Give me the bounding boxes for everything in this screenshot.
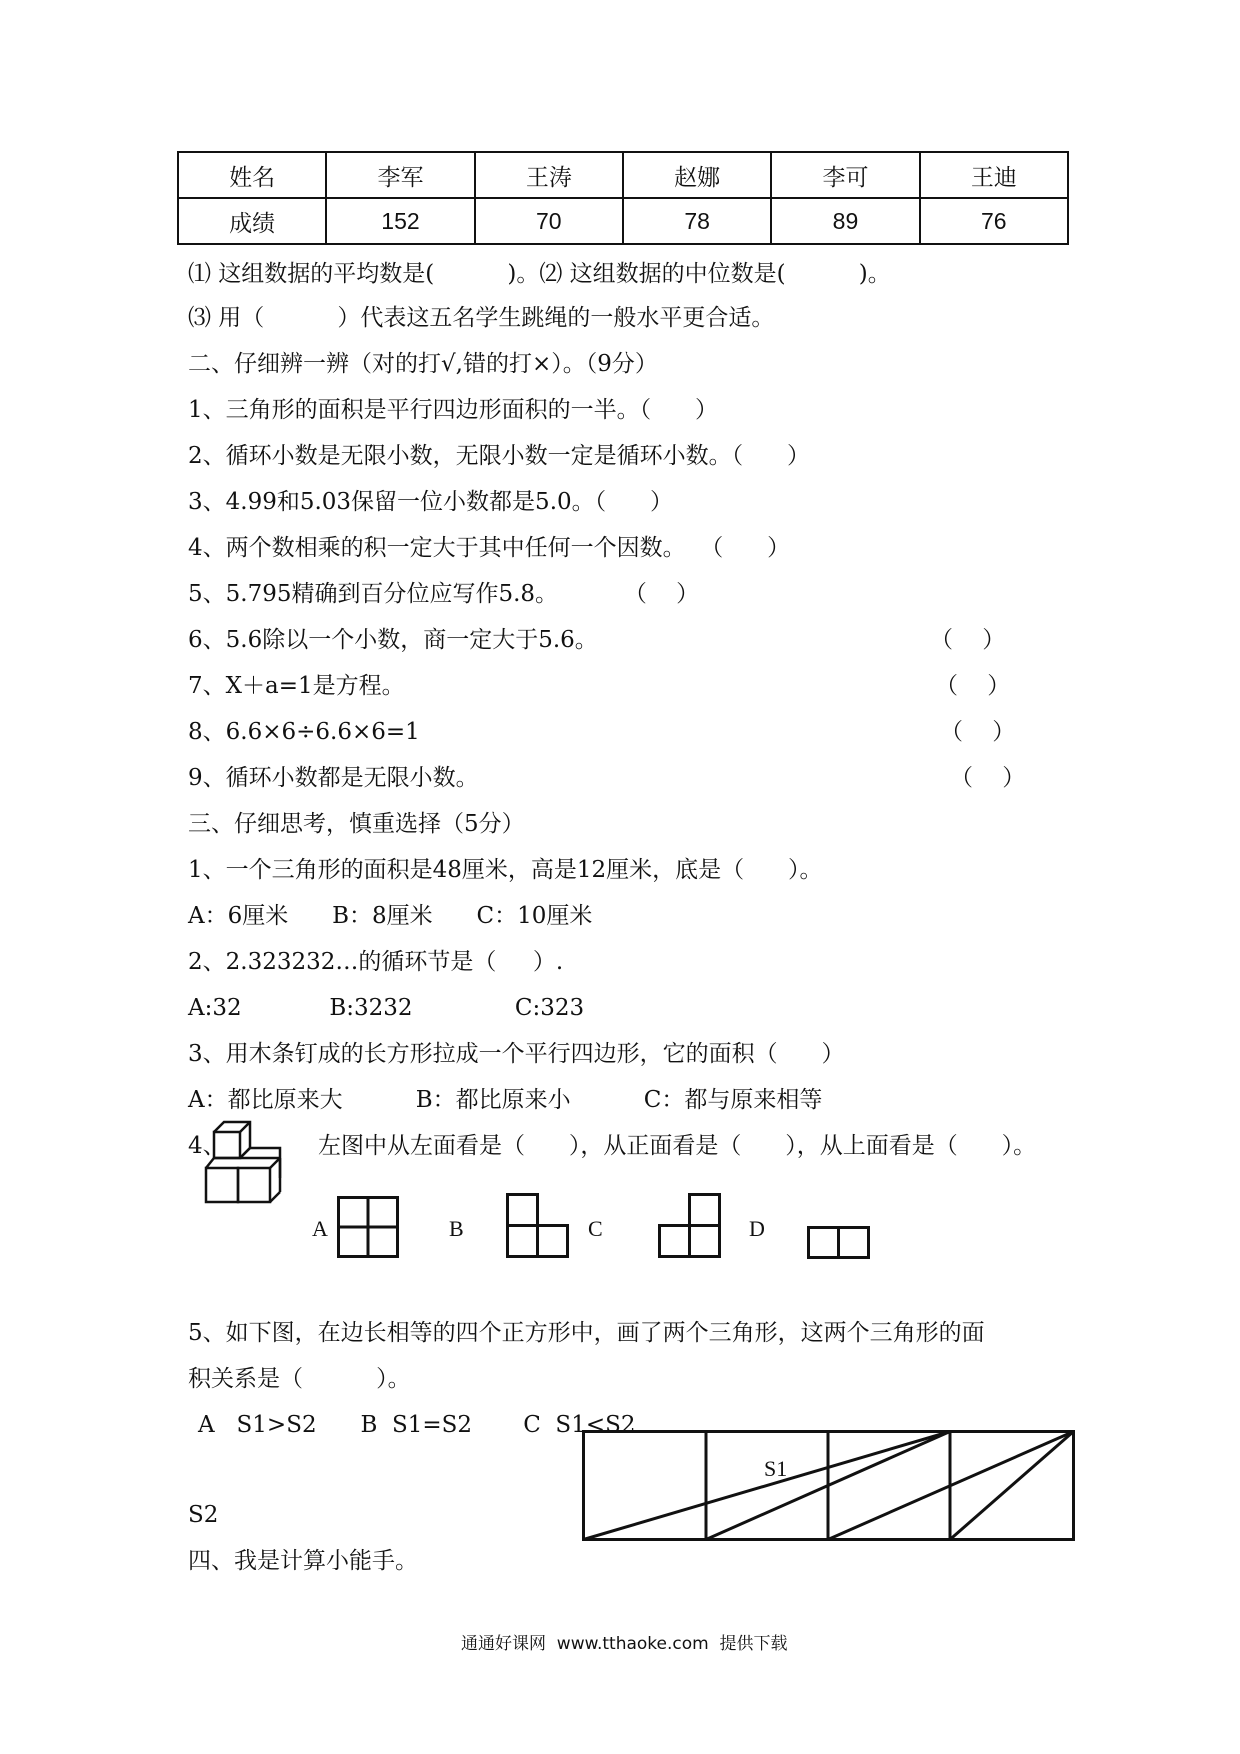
option-label: B <box>449 1216 464 1241</box>
option-label: C <box>588 1216 603 1241</box>
table-row <box>178 152 1068 198</box>
judge-item: 2、循环小数是无限小数，无限小数一定是循环小数。（ ） <box>188 443 810 469</box>
table-cell: 89 <box>771 198 919 244</box>
judge-item: 5、5.795精确到百分位应写作5.8。 （ ） <box>188 581 700 607</box>
section3-title: 三、仔细思考，慎重选择（5分） <box>188 811 525 837</box>
judge-item: 6、5.6除以一个小数，商一定大于5.6。 <box>188 627 598 653</box>
choice-question: 5、如下图，在边长相等的四个正方形中，画了两个三角形，这两个三角形的面 <box>188 1320 985 1346</box>
judge-item: 7、X＋a=1是方程。 <box>188 673 405 699</box>
table-cell: 李可 <box>771 152 919 198</box>
cube-stack-figure <box>200 1118 300 1208</box>
judge-item: 3、4.99和5.03保留一位小数都是5.0。（ ） <box>188 489 673 515</box>
table-cell: 78 <box>623 198 771 244</box>
s1-label: S1 <box>764 1456 788 1481</box>
choice-options: A S1>S2 B S1=S2 C S1<S2 <box>198 1412 636 1438</box>
page-footer: 通通好课网 www.tthaoke.com 提供下载 <box>461 1634 788 1654</box>
option-label: A <box>312 1216 328 1241</box>
table-cell: 王迪 <box>920 152 1068 198</box>
score-table <box>177 151 1069 245</box>
q1-line1: ⑴ 这组数据的平均数是( )。⑵ 这组数据的中位数是( )。 <box>188 261 891 287</box>
choice-question: 2、2.323232…的循环节是（ ）. <box>188 949 564 975</box>
table-row <box>178 198 1068 244</box>
table-cell: 王涛 <box>475 152 623 198</box>
answer-paren: （ ） <box>940 719 1016 745</box>
choice-options: A:32 B:3232 C:323 <box>188 995 585 1021</box>
choice-question: 左图中从左面看是（ ），从正面看是（ ），从上面看是（ ）。 <box>318 1133 1037 1159</box>
view-option-c <box>658 1193 722 1259</box>
table-cell: 152 <box>326 198 474 244</box>
table-cell: 李军 <box>326 152 474 198</box>
choice-options: A：都比原来大 B：都比原来小 C：都与原来相等 <box>188 1087 823 1113</box>
view-option-d <box>807 1226 871 1260</box>
answer-paren: （ ） <box>930 627 1006 653</box>
view-option-a <box>337 1196 399 1258</box>
squares-triangles-figure <box>582 1430 1076 1542</box>
judge-item: 9、循环小数都是无限小数。 <box>188 765 479 791</box>
option-label: D <box>749 1216 765 1241</box>
table-cell: 成绩 <box>178 198 326 244</box>
q1-line2: ⑶ 用（ ）代表这五名学生跳绳的一般水平更合适。 <box>188 305 775 331</box>
choice-question: 3、用木条钉成的长方形拉成一个平行四边形，它的面积（ ） <box>188 1041 845 1067</box>
choice-options: A：6厘米 B：8厘米 C：10厘米 <box>188 903 593 929</box>
choice-question: 1、一个三角形的面积是48厘米，高是12厘米，底是（ ）。 <box>188 857 823 883</box>
table-cell: 姓名 <box>178 152 326 198</box>
table-cell: 赵娜 <box>623 152 771 198</box>
section2-title: 二、仔细辨一辨（对的打√,错的打×）。（9分） <box>188 351 658 377</box>
view-option-b <box>506 1193 570 1259</box>
table-cell: 76 <box>920 198 1068 244</box>
answer-paren: （ ） <box>950 765 1026 791</box>
table-cell: 70 <box>475 198 623 244</box>
q4-number: 4、 <box>188 1133 226 1159</box>
choice-question-cont: 积关系是（ ）。 <box>188 1366 411 1392</box>
judge-item: 4、两个数相乘的积一定大于其中任何一个因数。 （ ） <box>188 535 791 561</box>
s2-label: S2 <box>188 1502 219 1528</box>
judge-item: 1、三角形的面积是平行四边形面积的一半。（ ） <box>188 397 718 423</box>
answer-paren: （ ） <box>935 673 1011 699</box>
judge-item: 8、6.6×6÷6.6×6=1 <box>188 719 420 745</box>
section4-title: 四、我是计算小能手。 <box>188 1548 418 1574</box>
